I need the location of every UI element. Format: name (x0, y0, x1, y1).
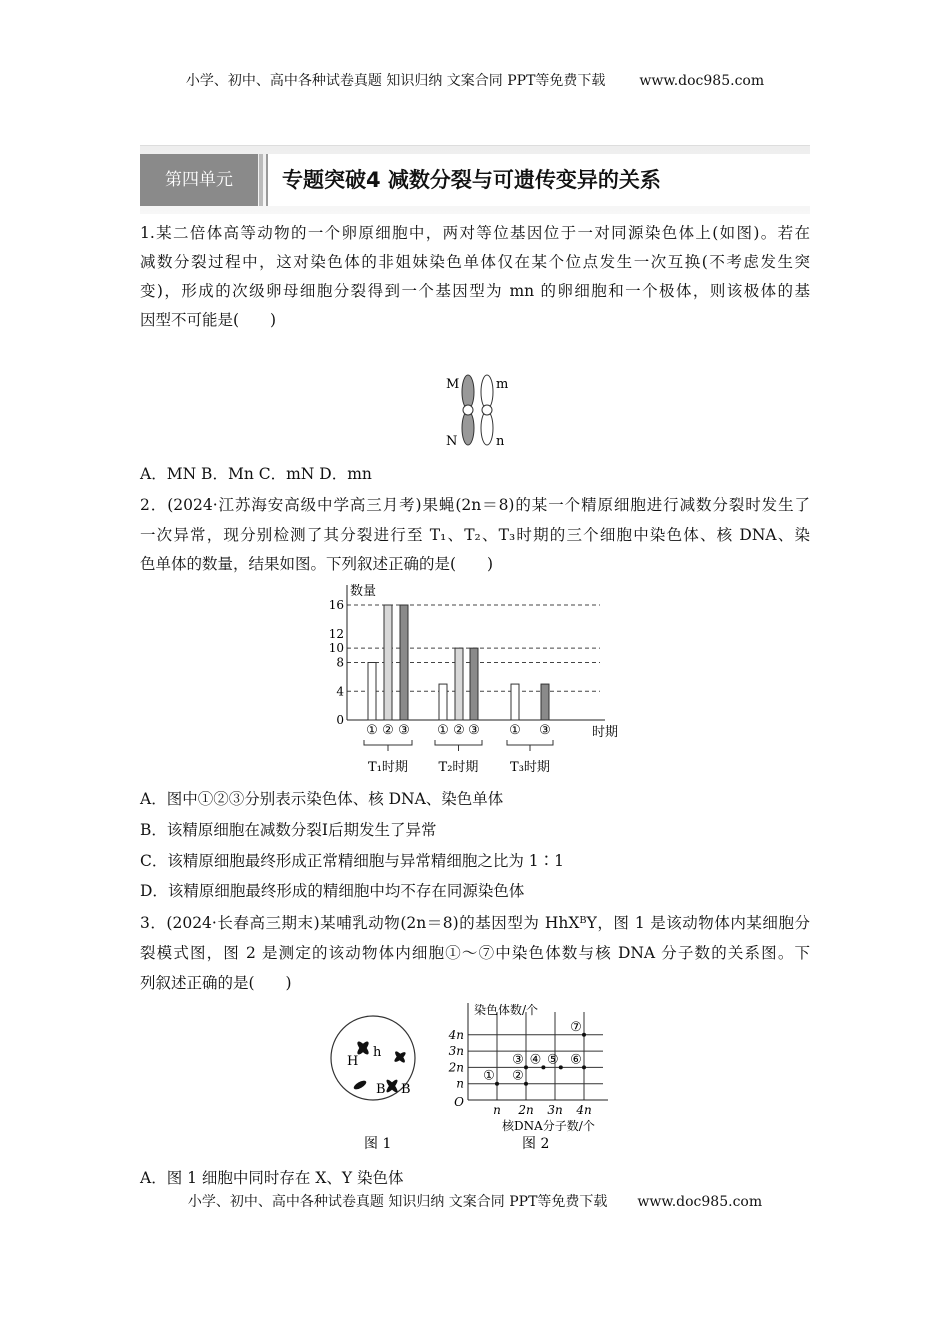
bar (384, 605, 392, 720)
q3-line: 3．(2024·长春高三期末)某哺乳动物(2n＝8)的基因型为 HhXᴮY，图 1 是该动物体内某细胞分 (140, 914, 810, 932)
bar (439, 684, 447, 720)
q3-line: 裂模式图，图 2 是测定的该动物体内细胞①～⑦中染色体数与核 DNA 分子数的关系图。下 (140, 944, 810, 962)
bar (368, 663, 376, 721)
figure-1-cell (330, 1000, 440, 1160)
centromere (482, 405, 492, 415)
q2-line: 2．(2024·江苏海安高级中学高三月考)果蝇(2n＝8)的某一个精原细胞进行减数分裂时发生了 (140, 496, 810, 514)
y-tick-label: 0 (336, 713, 344, 727)
data-point-label: ⑥ (570, 1052, 582, 1068)
header-text: 小学、初中、高中各种试卷真题 知识归纳 文案合同 PPT等免费下载 (185, 73, 606, 89)
bar-category-label: ① (366, 723, 378, 738)
q3-option-a: A．图 1 细胞中同时存在 X、Y 染色体 (140, 1169, 404, 1187)
q1-line: 1.某二倍体高等动物的一个卵原细胞中，两对等位基因位于一对同源染色体上(如图)。若在 (140, 224, 810, 242)
gene-label-B: B (401, 1082, 411, 1097)
y-axis-label: 数量 (350, 584, 377, 599)
q2-line: 一次异常，现分别检测了其分裂进行至 T₁、T₂、T₃时期的三个细胞中染色体、核 DNA、染 (140, 526, 810, 544)
gene-label-H: H (347, 1054, 359, 1069)
data-point (524, 1065, 528, 1069)
bar (470, 648, 478, 720)
q1-options: A．MN B．Mn C．mN D．mn (140, 465, 372, 483)
chromosome-left-lower (462, 411, 474, 445)
y-tick-label: 4 (336, 684, 344, 699)
section-title: 专题突破4 减数分裂与可遗传变异的关系 (266, 154, 810, 206)
footer-text: 小学、初中、高中各种试卷真题 知识归纳 文案合同 PPT等免费下载 (187, 1194, 608, 1210)
bar-category-label: ① (437, 723, 449, 738)
data-point-label: ② (512, 1068, 524, 1084)
unit-label: 第四单元 (140, 154, 258, 206)
q1-line: 减数分裂过程中，这对染色体的非姐妹染色单体仅在某个位点发生一次互换(不考虑发生突 (140, 253, 810, 271)
data-point (582, 1065, 586, 1069)
q2-line: 色单体的数量，结果如图。下列叙述正确的是( ) (140, 555, 494, 573)
gene-label-n: n (496, 434, 505, 449)
chromosome-left-upper (462, 375, 474, 409)
q2-option-c: C．该精原细胞最终形成正常精细胞与异常精细胞之比为 1∶1 (140, 852, 565, 870)
bar (541, 684, 549, 720)
x-tick-label: 2n (518, 1103, 534, 1117)
page-footer (0, 1191, 950, 1211)
data-point-label: ④ (529, 1052, 542, 1068)
group-label: T₂时期 (438, 760, 479, 775)
x-axis-label: 时期 (592, 725, 619, 740)
bar-category-label: ① (509, 723, 521, 738)
data-point (495, 1082, 499, 1086)
bar-category-label: ③ (539, 723, 551, 738)
page-header (0, 70, 950, 90)
data-point-label: ⑦ (570, 1019, 582, 1035)
x-tick-label: 3n (547, 1103, 563, 1117)
data-point (559, 1065, 563, 1069)
group-bracket (364, 740, 412, 751)
group-label: T₃时期 (510, 760, 550, 775)
bar-category-label: ② (453, 723, 465, 738)
header-site-link[interactable]: www.doc985.com (639, 73, 765, 89)
chromosome-right-upper (481, 375, 493, 409)
gene-label-M: M (446, 377, 460, 392)
figure-1-caption: 图 1 (364, 1136, 392, 1152)
bar-category-label: ③ (398, 723, 410, 738)
q2-option-a: A．图中①②③分别表示染色体、核 DNA、染色单体 (140, 790, 504, 808)
x-tick-label: n (493, 1103, 501, 1117)
data-point (582, 1033, 586, 1037)
figure-2-plot (440, 1000, 630, 1160)
footer-site-link[interactable]: www.doc985.com (637, 1194, 763, 1210)
y-tick-label: 4n (448, 1027, 464, 1042)
q2-option-b: B．该精原细胞在减数分裂Ⅰ后期发生了异常 (140, 821, 437, 839)
bar-chart (320, 580, 630, 780)
data-point-label: ① (483, 1068, 495, 1084)
y-tick-label: 12 (328, 626, 344, 641)
gene-label-N: N (446, 434, 458, 449)
bar (511, 684, 519, 720)
chromosome-figure (440, 372, 520, 450)
data-point (524, 1082, 528, 1086)
gene-label-m: m (496, 377, 509, 392)
figure-2-caption: 图 2 (522, 1136, 550, 1152)
q3-line: 列叙述正确的是( ) (140, 974, 292, 992)
y-tick-label: 16 (328, 598, 344, 612)
y-tick-label: 2n (448, 1060, 464, 1075)
bar-category-label: ② (382, 723, 394, 738)
data-point-label: ⑤ (546, 1052, 559, 1068)
y-tick-label: 10 (328, 641, 344, 656)
bar (455, 648, 463, 720)
x-tick-label: 4n (576, 1103, 592, 1117)
y-tick-label: n (456, 1076, 464, 1091)
group-bracket (507, 740, 553, 751)
gene-label-B: B (376, 1082, 386, 1097)
bar-category-label: ③ (468, 723, 480, 738)
section-banner (140, 145, 810, 214)
q2-option-d: D．该精原细胞最终形成的精细胞中均不存在同源染色体 (140, 882, 525, 900)
group-bracket (435, 740, 482, 751)
y-tick-label: 8 (336, 655, 344, 670)
q1-line: 因型不可能是( ) (140, 311, 277, 329)
x-axis-label: 核DNA分子数/个 (502, 1119, 595, 1133)
q1-line: 变)，形成的次级卵母细胞分裂得到一个基因型为 mn 的卵细胞和一个极体，则该极体的基 (140, 282, 810, 300)
data-point-label: ③ (512, 1052, 524, 1068)
y-axis-label: 染色体数/个 (474, 1003, 539, 1017)
group-label: T₁时期 (368, 760, 408, 775)
bar (400, 605, 408, 720)
origin-label: O (454, 1095, 464, 1109)
chromosome-right-lower (481, 411, 493, 445)
y-tick-label: 3n (448, 1044, 464, 1059)
data-point (541, 1065, 545, 1069)
centromere (463, 405, 473, 415)
gene-label-h: h (373, 1045, 382, 1060)
